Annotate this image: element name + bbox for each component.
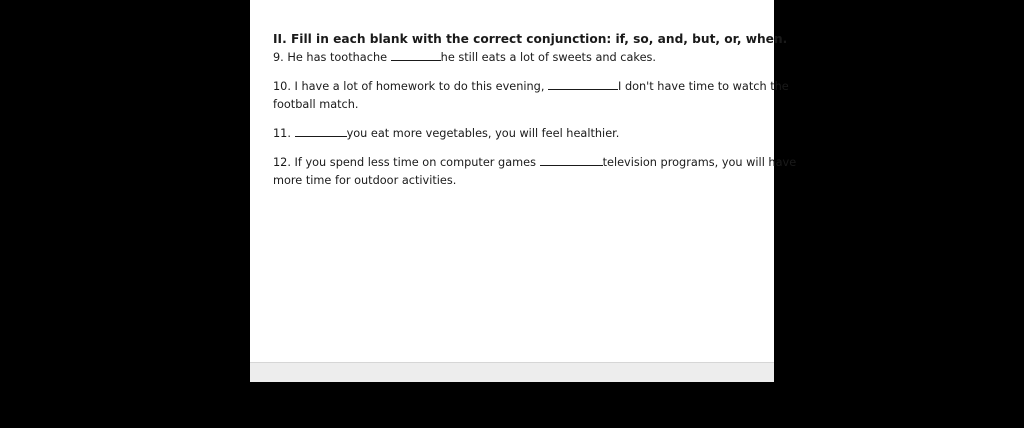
question-text: I don't have time to watch the [618, 80, 789, 93]
question-text: 11. [273, 127, 295, 140]
question-text: 12. If you spend less time on computer games [273, 156, 540, 169]
question-12 [273, 154, 797, 190]
answer-blank[interactable] [540, 154, 603, 166]
question-text: he still eats a lot of sweets and cakes. [440, 51, 656, 64]
question-text: 10. I have a lot of homework to do this evening, [273, 80, 549, 93]
question-text: you eat more vegetables, you will feel healthier. [346, 127, 620, 140]
question-text: television programs, you will have [602, 156, 797, 169]
question-text-continued: football match. [273, 98, 359, 111]
worksheet-page [250, 0, 797, 362]
exercise-heading: II. Fill in each blank with the correct conjunction: if, so, and, but, or, when. [273, 32, 788, 46]
question-11 [273, 125, 773, 143]
answer-blank[interactable] [391, 49, 441, 61]
question-9 [273, 49, 773, 67]
horizontal-scrollbar[interactable] [250, 362, 774, 382]
question-text-continued: more time for outdoor activities. [273, 174, 457, 187]
question-text: 9. He has toothache [273, 51, 391, 64]
answer-blank[interactable] [295, 125, 347, 137]
answer-blank[interactable] [548, 78, 618, 90]
question-10 [273, 78, 789, 114]
